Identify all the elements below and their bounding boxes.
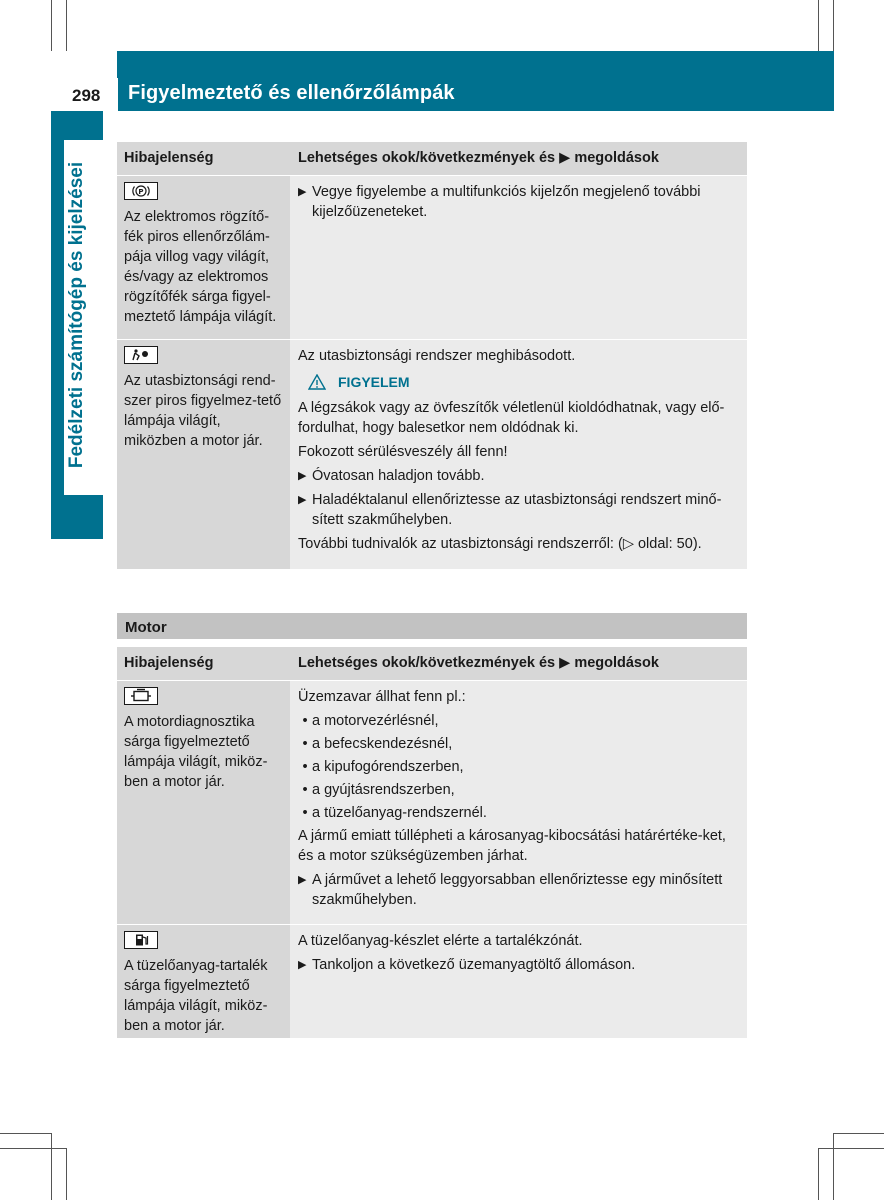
svg-text:P: P bbox=[138, 188, 144, 196]
crop-mark bbox=[818, 1148, 819, 1200]
list-item: • a befecskendezésnél, bbox=[302, 736, 453, 752]
column-header-solutions: Lehetséges okok/következmények és ▶ megoldások bbox=[290, 647, 747, 680]
symptom-cell bbox=[117, 176, 290, 339]
crop-mark bbox=[833, 1133, 834, 1200]
warning-heading: FIGYELEM bbox=[298, 374, 740, 390]
column-header-solutions: Lehetséges okok/következmények és ▶ megoldások bbox=[290, 142, 747, 175]
table-header-row bbox=[117, 647, 747, 680]
column-header-symptom: Hibajelenség bbox=[117, 142, 290, 175]
action-item: ▶ Vegye figyelembe a multifunkciós kijelzőn megjelenő további kijelzőüzeneteket. bbox=[298, 184, 701, 220]
warning-table-1 bbox=[117, 142, 747, 569]
table-row bbox=[117, 680, 747, 924]
symptom-text: Az utasbiztonsági rend-szer piros figyelmez-tető lámpája világít, miközben a motor jár. bbox=[124, 373, 282, 449]
solution-cell bbox=[290, 176, 747, 339]
crop-mark bbox=[51, 1133, 52, 1200]
solution-cell bbox=[290, 925, 747, 1038]
consequence-text: A jármű emiatt túllépheti a károsanyag-kibocsátási határértéke-ket, és a motor szükségüzemben járhat. bbox=[298, 828, 726, 864]
solution-cell bbox=[290, 340, 747, 569]
crop-mark bbox=[818, 0, 819, 51]
symptom-text: A tüzelőanyag-tartalék sárga figyelmeztető lámpája világít, miköz-ben a motor jár. bbox=[124, 958, 268, 1034]
list-item: • a kipufogórendszerben, bbox=[302, 759, 464, 775]
warning-table-2 bbox=[117, 613, 747, 1038]
table-row bbox=[117, 339, 747, 569]
action-item: ▶ Haladéktalanul ellenőriztesse az utasbiztonsági rendszert minő-sített szakműhelyben. bbox=[298, 492, 722, 528]
column-header-symptom: Hibajelenség bbox=[117, 647, 290, 680]
cause-text: A tüzelőanyag-készlet elérte a tartalékzónát. bbox=[298, 933, 583, 949]
page-title: Figyelmeztető és ellenőrzőlámpák bbox=[128, 82, 455, 104]
fuel-pump-icon bbox=[124, 931, 158, 949]
cause-text: Az utasbiztonsági rendszer meghibásodott. bbox=[298, 348, 576, 364]
arrow-icon: ▶ bbox=[298, 959, 307, 971]
engine-diagnosis-icon bbox=[124, 687, 158, 705]
list-item: • a motorvezérlésnél, bbox=[302, 713, 439, 729]
arrow-icon: ▶ bbox=[298, 470, 307, 482]
crop-mark bbox=[833, 1133, 884, 1134]
crop-mark bbox=[0, 1133, 51, 1134]
table-header-row bbox=[117, 142, 747, 175]
page-number: 298 bbox=[72, 86, 101, 105]
list-item: • a tüzelőanyag-rendszernél. bbox=[302, 805, 487, 821]
symptom-text: Az elektromos rögzítő-fék piros ellenőrzőlám-pája villog vagy világít, és/vagy az elektromos rögzítőfék sárga figyel-meztető lámpája világít. bbox=[124, 209, 277, 325]
risk-text: Fokozott sérülésveszély áll fenn! bbox=[298, 444, 508, 460]
section-title: Motor bbox=[117, 613, 747, 639]
crop-mark bbox=[833, 0, 834, 51]
action-item: ▶ A járművet a lehető leggyorsabban ellenőriztesse egy minősített szakműhelyben. bbox=[298, 872, 723, 908]
reference-text: További tudnivalók az utasbiztonsági rendszerről: (▷ oldal: 50). bbox=[298, 536, 702, 552]
arrow-icon: ▶ bbox=[298, 186, 307, 198]
solution-cell bbox=[290, 681, 747, 924]
symptom-cell bbox=[117, 340, 290, 569]
table-row bbox=[117, 175, 747, 339]
side-section-label: Fedélzeti számítógép és kijelzései bbox=[66, 161, 87, 469]
warning-triangle-icon bbox=[308, 374, 326, 390]
action-item: ▶ Tankoljon a következő üzemanyagtöltő állomáson. bbox=[298, 957, 636, 973]
parking-brake-icon bbox=[124, 182, 158, 200]
symptom-cell bbox=[117, 925, 290, 1038]
airbag-icon bbox=[124, 346, 158, 364]
crop-mark bbox=[66, 1148, 67, 1200]
arrow-icon: ▶ bbox=[298, 494, 307, 506]
list-item: • a gyújtásrendszerben, bbox=[302, 782, 455, 798]
crop-mark bbox=[818, 1148, 884, 1149]
table-row bbox=[117, 924, 747, 1038]
crop-mark bbox=[0, 1148, 66, 1149]
cause-text: Üzemzavar állhat fenn pl.: bbox=[298, 689, 466, 705]
warning-text: A légzsákok vagy az övfeszítők véletlenül kioldódhatnak, vagy elő-fordulhat, hogy balesetkor nem oldódnak ki. bbox=[298, 400, 725, 436]
action-item: ▶ Óvatosan haladjon tovább. bbox=[298, 468, 485, 484]
header-separator bbox=[116, 78, 118, 111]
crop-mark bbox=[66, 0, 67, 51]
crop-mark bbox=[51, 0, 52, 51]
arrow-icon: ▶ bbox=[298, 874, 307, 886]
symptom-cell bbox=[117, 681, 290, 924]
symptom-text: A motordiagnosztika sárga figyelmeztető lámpája világít, miköz-ben a motor jár. bbox=[124, 714, 268, 790]
